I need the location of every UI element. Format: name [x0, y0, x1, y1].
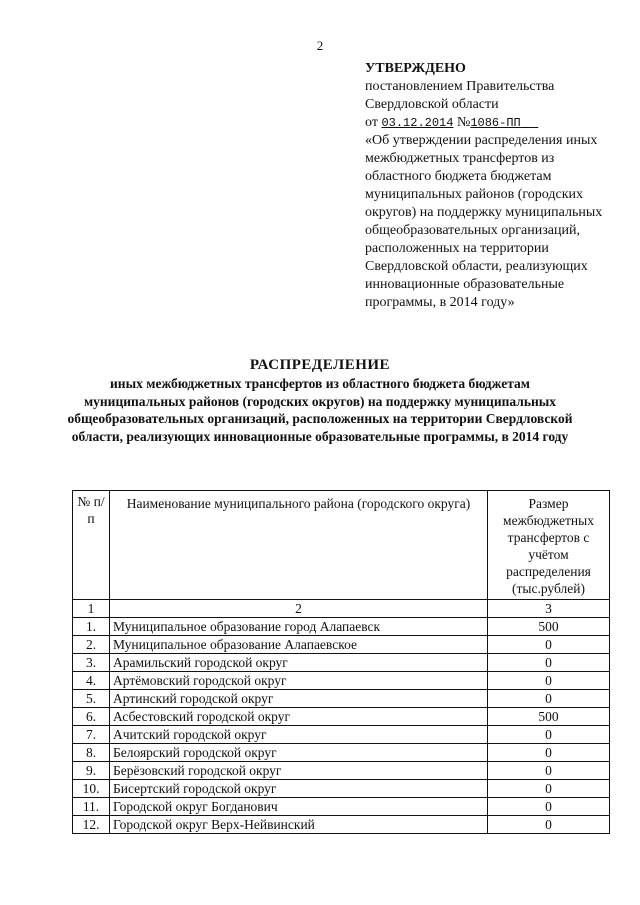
- row-num: 4.: [73, 672, 110, 690]
- approval-line-region: Свердловской области: [365, 97, 499, 112]
- title-subtitle: иных межбюджетных трансфертов из областного бюджета бюджетам муниципальных районов (городских округов) на поддержку муниципальных общеобразовательных организаций, расположенных на территории Свердловской области, реализующих инновационные образовательные программы, в 2014 году: [67, 376, 573, 444]
- row-amount: 0: [488, 762, 610, 780]
- row-num: 2.: [73, 636, 110, 654]
- row-num: 12.: [73, 816, 110, 834]
- row-num: 10.: [73, 780, 110, 798]
- row-name: Городской округ Верх-Нейвинский: [110, 816, 488, 834]
- row-amount: 0: [488, 798, 610, 816]
- table-row: [73, 780, 610, 798]
- row-num: 7.: [73, 726, 110, 744]
- table-row: [73, 744, 610, 762]
- index-cell: 1: [73, 600, 110, 618]
- table-index-row: [73, 600, 610, 618]
- row-amount: 0: [488, 654, 610, 672]
- table-row: [73, 726, 610, 744]
- row-name: Ачитский городской округ: [110, 726, 488, 744]
- index-cell: 2: [110, 600, 488, 618]
- table-row: [73, 654, 610, 672]
- row-num: 5.: [73, 690, 110, 708]
- row-amount: 500: [488, 618, 610, 636]
- table-row: [73, 708, 610, 726]
- row-name: Асбестовский городской округ: [110, 708, 488, 726]
- row-name: Бисертский городской округ: [110, 780, 488, 798]
- page-number: 2: [316, 38, 324, 53]
- row-num: 3.: [73, 654, 110, 672]
- row-name: Артинский городской округ: [110, 690, 488, 708]
- header-num: № п/п: [73, 491, 110, 600]
- number-prefix: №: [456, 115, 471, 130]
- approved-label: УТВЕРЖДЕНО: [365, 61, 466, 76]
- row-num: 8.: [73, 744, 110, 762]
- header-name: Наименование муниципального района (городского округа): [110, 491, 488, 600]
- row-name: Арамильский городской округ: [110, 654, 488, 672]
- row-num: 9.: [73, 762, 110, 780]
- index-cell: 3: [488, 600, 610, 618]
- row-num: 11.: [73, 798, 110, 816]
- row-amount: 0: [488, 816, 610, 834]
- approval-block: [365, 60, 617, 312]
- title-main: РАСПРЕДЕЛЕНИЕ: [249, 357, 391, 373]
- table-row: [73, 762, 610, 780]
- row-num: 6.: [73, 708, 110, 726]
- table-row: [73, 618, 610, 636]
- date-prefix: от: [365, 115, 378, 130]
- row-name: Белоярский городской округ: [110, 744, 488, 762]
- approval-date: 03.12.2014: [381, 116, 454, 130]
- row-amount: 0: [488, 636, 610, 654]
- row-name: Артёмовский городской округ: [110, 672, 488, 690]
- row-name: Муниципальное образование Алапаевское: [110, 636, 488, 654]
- row-amount: 500: [488, 708, 610, 726]
- table-row: [73, 798, 610, 816]
- row-amount: 0: [488, 690, 610, 708]
- approval-line-government: постановлением Правительства: [365, 79, 555, 94]
- table-row: [73, 816, 610, 834]
- row-amount: 0: [488, 744, 610, 762]
- row-amount: 0: [488, 726, 610, 744]
- header-amount: Размер межбюджетных трансфертов с учётом распределения (тыс.рублей): [488, 491, 610, 600]
- table-row: [73, 690, 610, 708]
- distribution-table: [72, 490, 610, 834]
- row-name: Берёзовский городской округ: [110, 762, 488, 780]
- document-title: [60, 356, 580, 445]
- row-name: Муниципальное образование город Алапаевск: [110, 618, 488, 636]
- table-header-row: [73, 491, 610, 600]
- row-amount: 0: [488, 672, 610, 690]
- approval-subject: «Об утверждении распределения иных межбюджетных трансфертов из областного бюджета бюджетам муниципальных районов (городских округов) на поддержку муниципальных общеобразовательных организаций, расположенных на территории Свердловской области, реализующих инновационные образовательные программы, в 2014 году»: [365, 133, 603, 310]
- table-row: [73, 636, 610, 654]
- approval-date-line: [365, 114, 617, 132]
- row-num: 1.: [73, 618, 110, 636]
- row-amount: 0: [488, 780, 610, 798]
- table-row: [73, 672, 610, 690]
- row-name: Городской округ Богданович: [110, 798, 488, 816]
- approval-number: 1086-ПП: [470, 116, 521, 130]
